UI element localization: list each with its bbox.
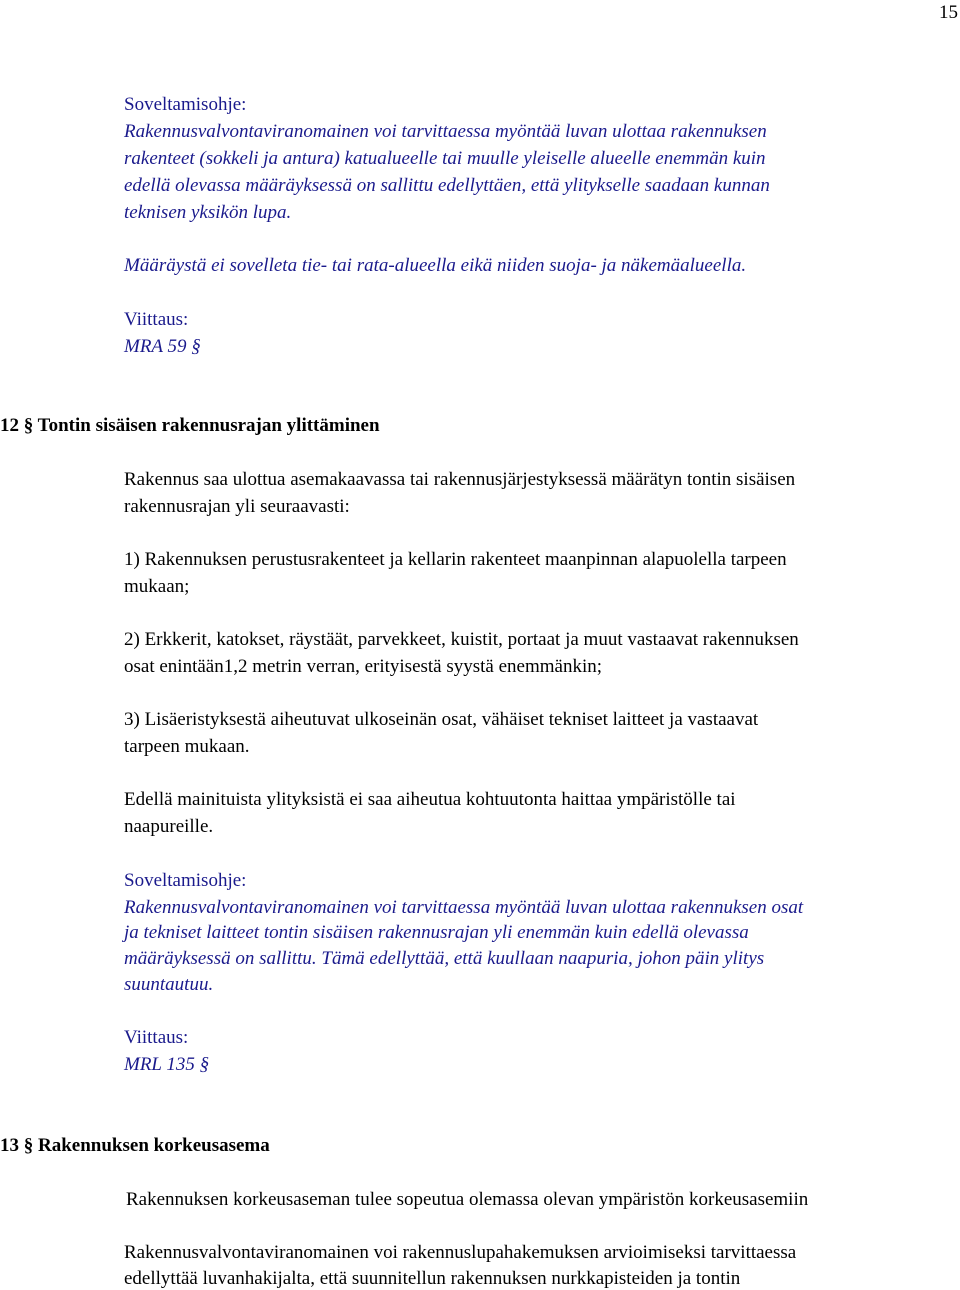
body-line: Edellä mainituista ylityksistä ei saa aiheutua kohtuutonta haittaa ympäristölle tai xyxy=(124,789,736,810)
page-number: 15 xyxy=(939,2,958,23)
guidance-line: rakenteet (sokkeli ja antura) katualueelle tai muulle yleiselle alueelle enemmän kuin xyxy=(124,148,766,169)
body-line: Rakennusvalvontaviranomainen voi rakennuslupahakemuksen arvioimiseksi tarvittaessa xyxy=(124,1242,797,1263)
guidance-line: edellä olevassa määräyksessä on sallittu edellyttäen, että ylitykselle saadaan kunnan xyxy=(124,175,770,196)
list-item-3-cont: tarpeen mukaan. xyxy=(124,736,250,757)
guidance-line: teknisen yksikön lupa. xyxy=(124,202,292,223)
list-item-2-cont: osat enintään1,2 metrin verran, erityisestä syystä enemmänkin; xyxy=(124,656,603,677)
guidance-line: Rakennusvalvontaviranomainen voi tarvittaessa myöntää luvan ulottaa rakennuksen xyxy=(124,121,767,142)
reference-heading: Viittaus: xyxy=(124,1027,189,1048)
exception-line: Määräystä ei sovelleta tie- tai rata-alueella eikä niiden suoja- ja näkemäalueella. xyxy=(124,255,747,276)
section-heading: 12 § Tontin sisäisen rakennusrajan ylittäminen xyxy=(0,415,380,436)
guidance-line: suuntautuu. xyxy=(124,974,214,995)
body-line: rakennusrajan yli seuraavasti: xyxy=(124,496,350,517)
guidance-line: määräyksessä on sallittu. Tämä edellyttää, että kuullaan naapuria, johon päin ylitys xyxy=(124,948,765,969)
reference-value: MRA 59 § xyxy=(124,336,201,357)
list-item-2: 2) Erkkerit, katokset, räystäät, parvekkeet, kuistit, portaat ja muut vastaavat rakennuksen xyxy=(124,629,799,650)
reference-value: MRL 135 § xyxy=(124,1054,210,1075)
body-line: Rakennus saa ulottua asemakaavassa tai rakennusjärjestyksessä määrätyn tontin sisäisen xyxy=(124,469,796,490)
guidance-line: Rakennusvalvontaviranomainen voi tarvittaessa myöntää luvan ulottaa rakennuksen osat xyxy=(124,897,804,918)
section-heading: 13 § Rakennuksen korkeusasema xyxy=(0,1135,270,1156)
list-item-1: 1) Rakennuksen perustusrakenteet ja kellarin rakenteet maanpinnan alapuolella tarpeen xyxy=(124,549,787,570)
list-item-1-cont: mukaan; xyxy=(124,576,190,597)
body-line: Rakennuksen korkeusaseman tulee sopeutua olemassa olevan ympäristön korkeusasemiin xyxy=(126,1189,809,1210)
body-line: naapureille. xyxy=(124,816,214,837)
body-line: edellyttää luvanhakijalta, että suunnitellun rakennuksen nurkkapisteiden ja tontin xyxy=(124,1268,741,1289)
guidance-line: ja tekniset laitteet tontin sisäisen rakennusrajan yli enemmän kuin edellä olevassa xyxy=(124,922,749,943)
list-item-3: 3) Lisäeristyksestä aiheutuvat ulkoseinän osat, vähäiset tekniset laitteet ja vastaavat xyxy=(124,709,759,730)
guidance-heading: Soveltamisohje: xyxy=(124,94,247,115)
reference-heading: Viittaus: xyxy=(124,309,189,330)
guidance-heading: Soveltamisohje: xyxy=(124,870,247,891)
